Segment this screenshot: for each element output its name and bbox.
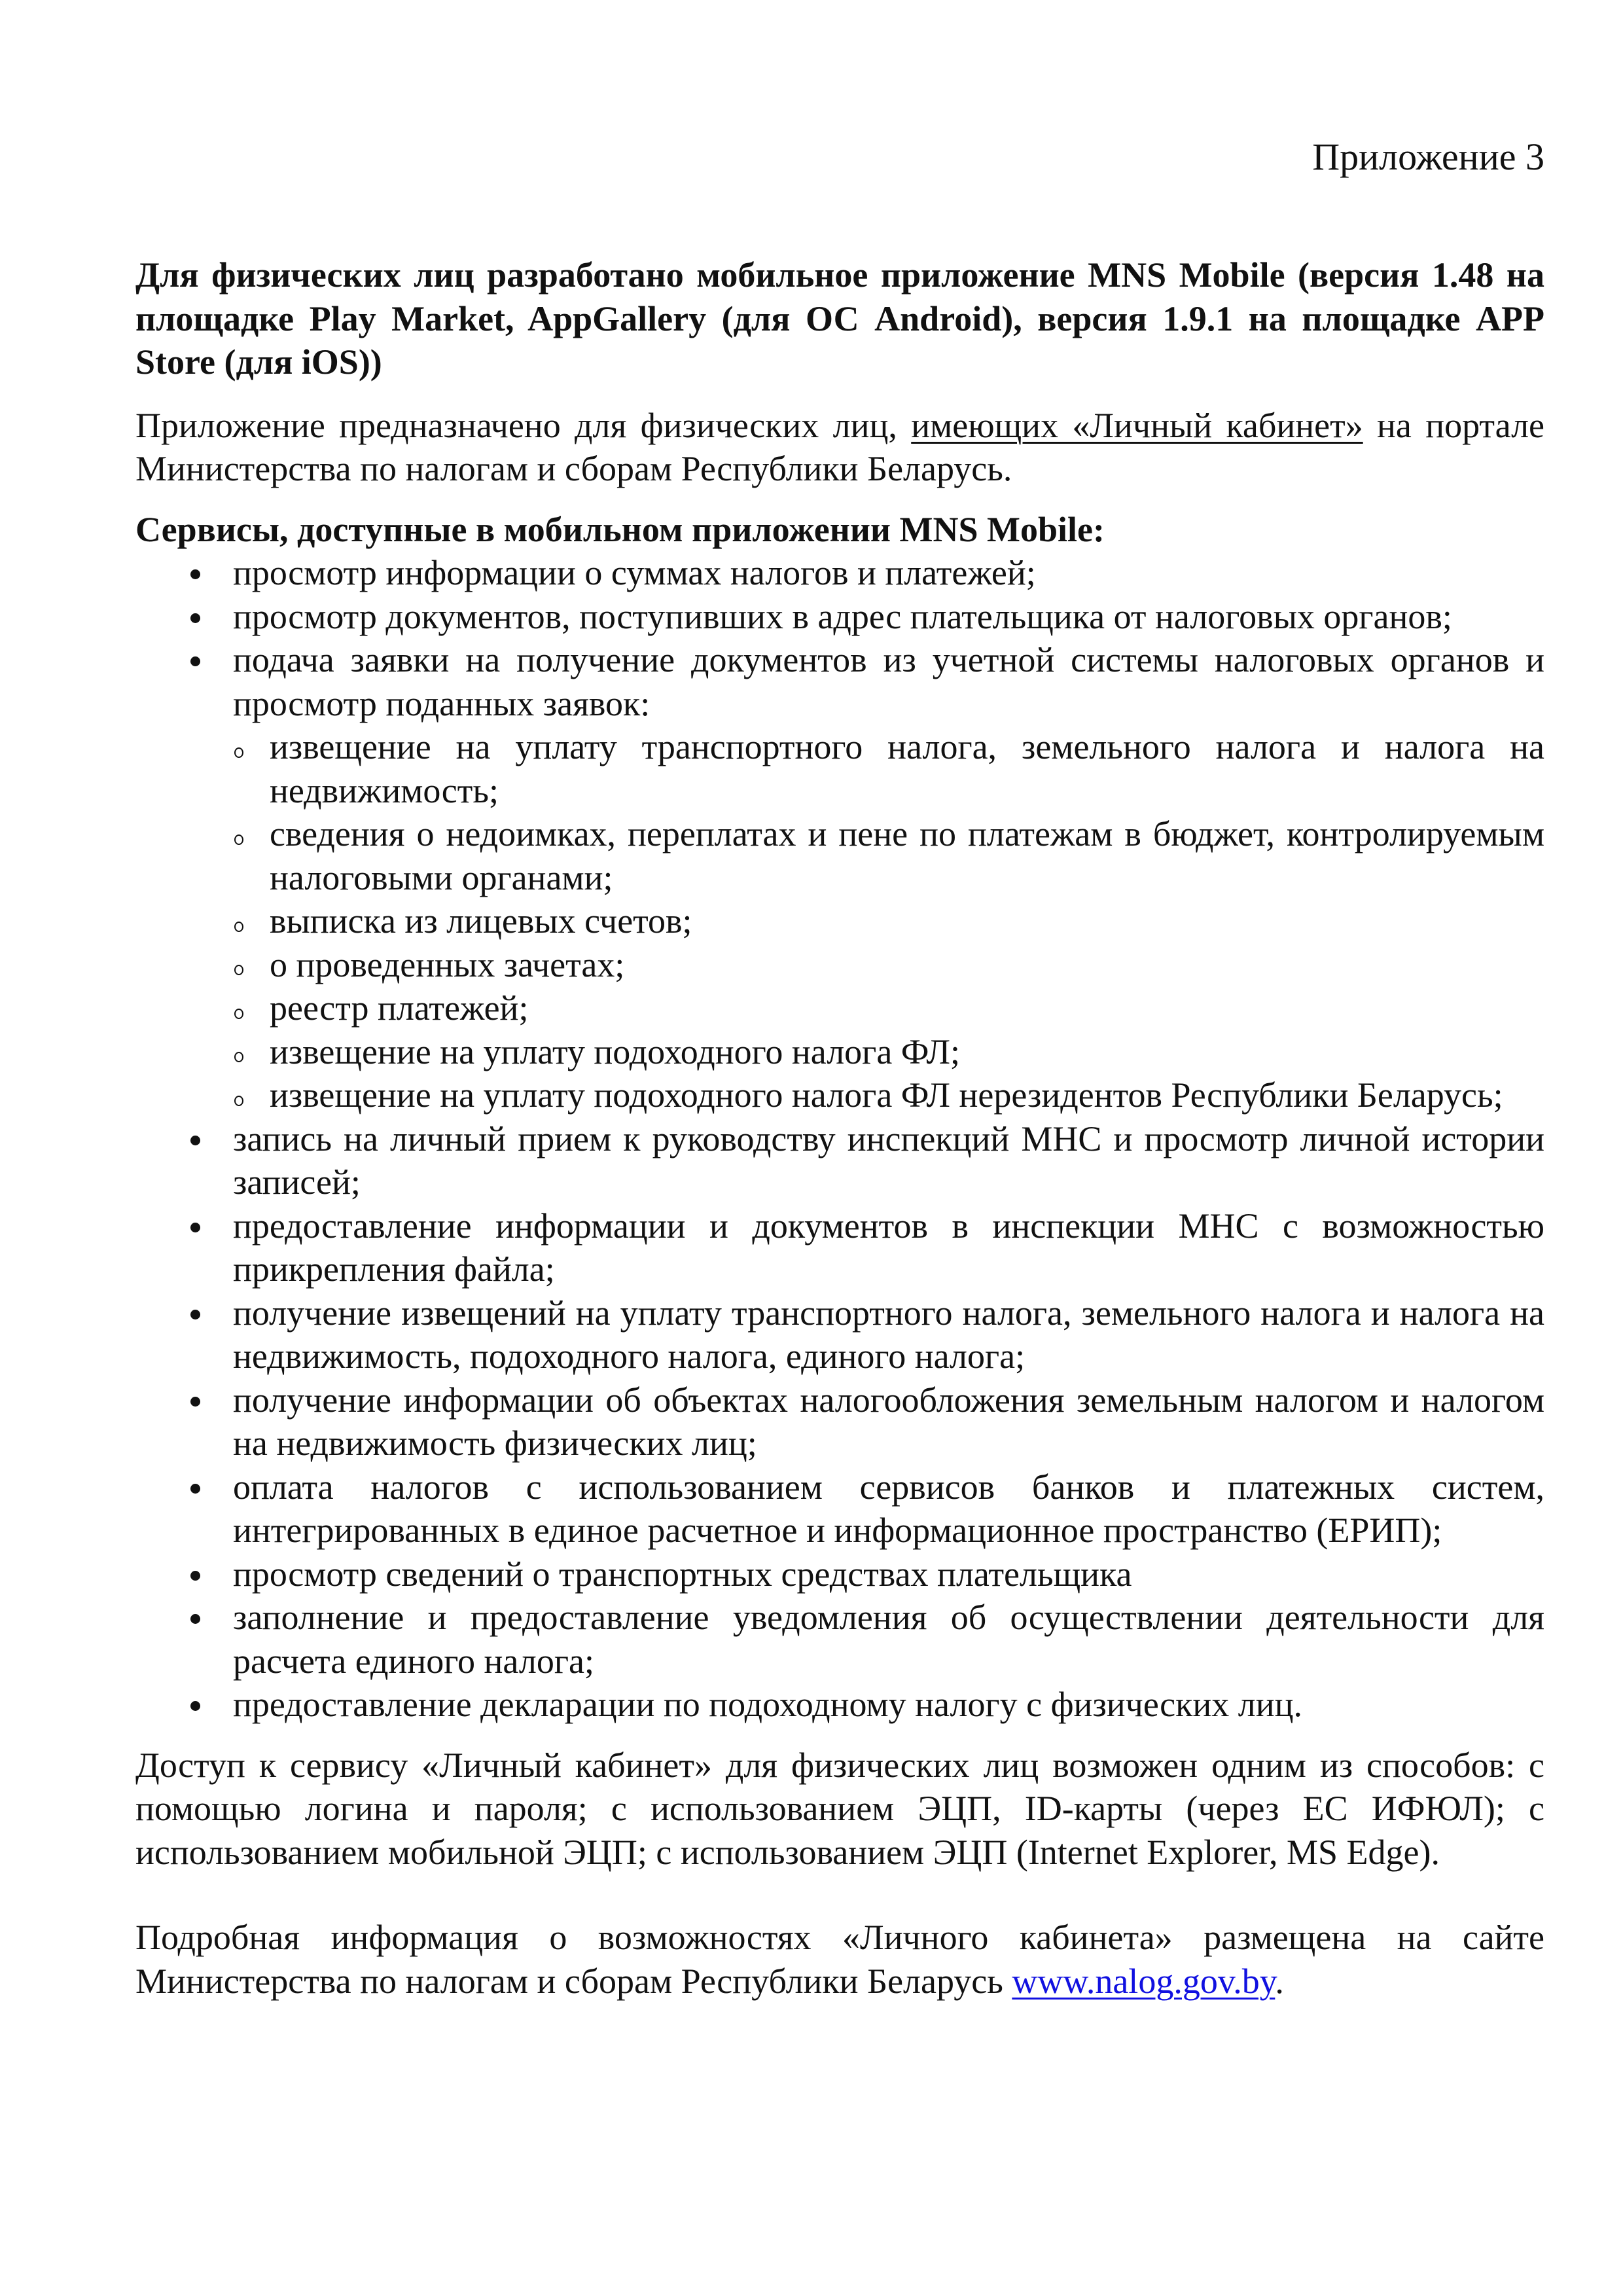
service-list-item <box>135 595 1544 639</box>
intro-paragraph <box>135 404 1544 491</box>
access-paragraph: Доступ к сервису «Личный кабинет» для физических лиц возможен одним из способов: с помощью логина и пароля; с использованием ЭЦП, ID-карты (через ЕС ИФЮЛ); с использованием мобильной ЭЦП; с использованием ЭЦП (Internet Explorer, MS Edge). <box>135 1745 1544 1872</box>
document-title: Для физических лиц разработано мобильное приложение MNS Mobile (версия 1.48 на площадке Play Market, AppGallery (для ОС Android), версия 1.9.1 на площадке APP Store (для iOS)) <box>135 255 1544 382</box>
bullet-icon <box>185 1378 205 1422</box>
bullet-icon <box>185 638 205 682</box>
circle-bullet-icon <box>229 1030 249 1074</box>
bullet-icon <box>185 1465 205 1509</box>
service-list-item <box>135 551 1544 595</box>
more-info-paragraph <box>135 1916 1544 2003</box>
circle-bullet-icon <box>229 725 249 769</box>
document-type-text: извещение на уплату подоходного налога ФЛ нерезидентов Республики Беларусь; <box>270 1075 1503 1115</box>
document-type-item <box>135 1030 1544 1074</box>
circle-bullet-icon <box>229 899 249 943</box>
circle-bullet-icon <box>229 943 249 987</box>
service-item-text: заполнение и предоставление уведомления об осуществлении деятельности для расчета единого налога; <box>233 1598 1544 1681</box>
service-item-text: просмотр документов, поступивших в адрес плательщика от налоговых органов; <box>233 596 1452 636</box>
service-list-item <box>135 1204 1544 1291</box>
service-list-item <box>135 1552 1544 1596</box>
circle-bullet-icon <box>229 1073 249 1117</box>
bullet-icon <box>185 1596 205 1640</box>
bullet-icon <box>185 1552 205 1596</box>
service-item-text: получение информации об объектах налогообложения земельным налогом и налогом на недвижимость физических лиц; <box>233 1380 1544 1463</box>
service-list-item <box>135 1291 1544 1378</box>
service-list-item <box>135 1465 1544 1552</box>
more-info-period: . <box>1275 1961 1284 2001</box>
document-type-text: сведения о недоимках, переплатах и пене по платежам в бюджет, контролируемым налоговыми органами; <box>270 814 1544 897</box>
service-list-item <box>135 1683 1544 1727</box>
document-type-text: извещение на уплату транспортного налога, земельного налога и налога на недвижимость; <box>270 727 1544 810</box>
service-item-text: запись на личный прием к руководству инспекций МНС и просмотр личной истории записей; <box>233 1119 1544 1202</box>
document-type-item <box>135 899 1544 943</box>
service-item-text: оплата налогов с использованием сервисов банков и платежных систем, интегрированных в единое расчетное и информационное пространство (ЕРИП); <box>233 1467 1544 1550</box>
document-type-item <box>135 725 1544 812</box>
document-page <box>135 134 1544 2003</box>
service-list-item <box>135 1117 1544 1204</box>
service-item-text: просмотр информации о суммах налогов и платежей; <box>233 553 1036 592</box>
document-type-item <box>135 986 1544 1030</box>
service-item-text: предоставление информации и документов в инспекции МНС с возможностью прикрепления файла; <box>233 1206 1544 1289</box>
service-list-item <box>135 1596 1544 1683</box>
document-type-text: выписка из лицевых счетов; <box>270 901 692 941</box>
document-types-sublist <box>135 725 1544 1117</box>
intro-text-before: Приложение предназначено для физических лиц, <box>135 405 912 445</box>
bullet-icon <box>185 1117 205 1161</box>
service-item-text: предоставление декларации по подоходному налогу с физических лиц. <box>233 1685 1303 1724</box>
service-item-text: подача заявки на получение документов из учетной системы налоговых органов и просмотр поданных заявок: <box>233 640 1544 723</box>
service-item-text: получение извещений на уплату транспортного налога, земельного налога и налога на недвижимость, подоходного налога, единого налога; <box>233 1293 1544 1376</box>
circle-bullet-icon <box>229 812 249 856</box>
document-type-text: извещение на уплату подоходного налога ФЛ; <box>270 1031 961 1071</box>
more-info-text: Подробная информация о возможностях «Личного кабинета» размещена на сайте Министерства по налогам и сборам Республики Беларусь <box>135 1918 1544 2001</box>
bullet-icon <box>185 1204 205 1248</box>
service-list-item <box>135 638 1544 1117</box>
circle-bullet-icon <box>229 986 249 1030</box>
document-type-item <box>135 812 1544 899</box>
document-type-text: реестр платежей; <box>270 988 529 1028</box>
service-list-item <box>135 1378 1544 1465</box>
service-item-text: просмотр сведений о транспортных средствах плательщика <box>233 1554 1132 1594</box>
intro-underlined-text: имеющих «Личный кабинет» <box>911 405 1363 445</box>
document-type-item <box>135 943 1544 987</box>
appendix-label: Приложение 3 <box>1312 135 1544 178</box>
services-heading: Сервисы, доступные в мобильном приложении MNS Mobile: <box>135 509 1105 549</box>
bullet-icon <box>185 1291 205 1335</box>
document-type-item <box>135 1073 1544 1117</box>
nalog-website-link[interactable]: www.nalog.gov.by <box>1012 1961 1275 2001</box>
document-type-text: о проведенных зачетах; <box>270 944 625 984</box>
bullet-icon <box>185 1683 205 1727</box>
bullet-icon <box>185 551 205 595</box>
intro-text-after: на портале Министерства по налогам и сборам Республики Беларусь. <box>135 405 1545 488</box>
services-list <box>135 551 1544 1727</box>
bullet-icon <box>185 595 205 639</box>
